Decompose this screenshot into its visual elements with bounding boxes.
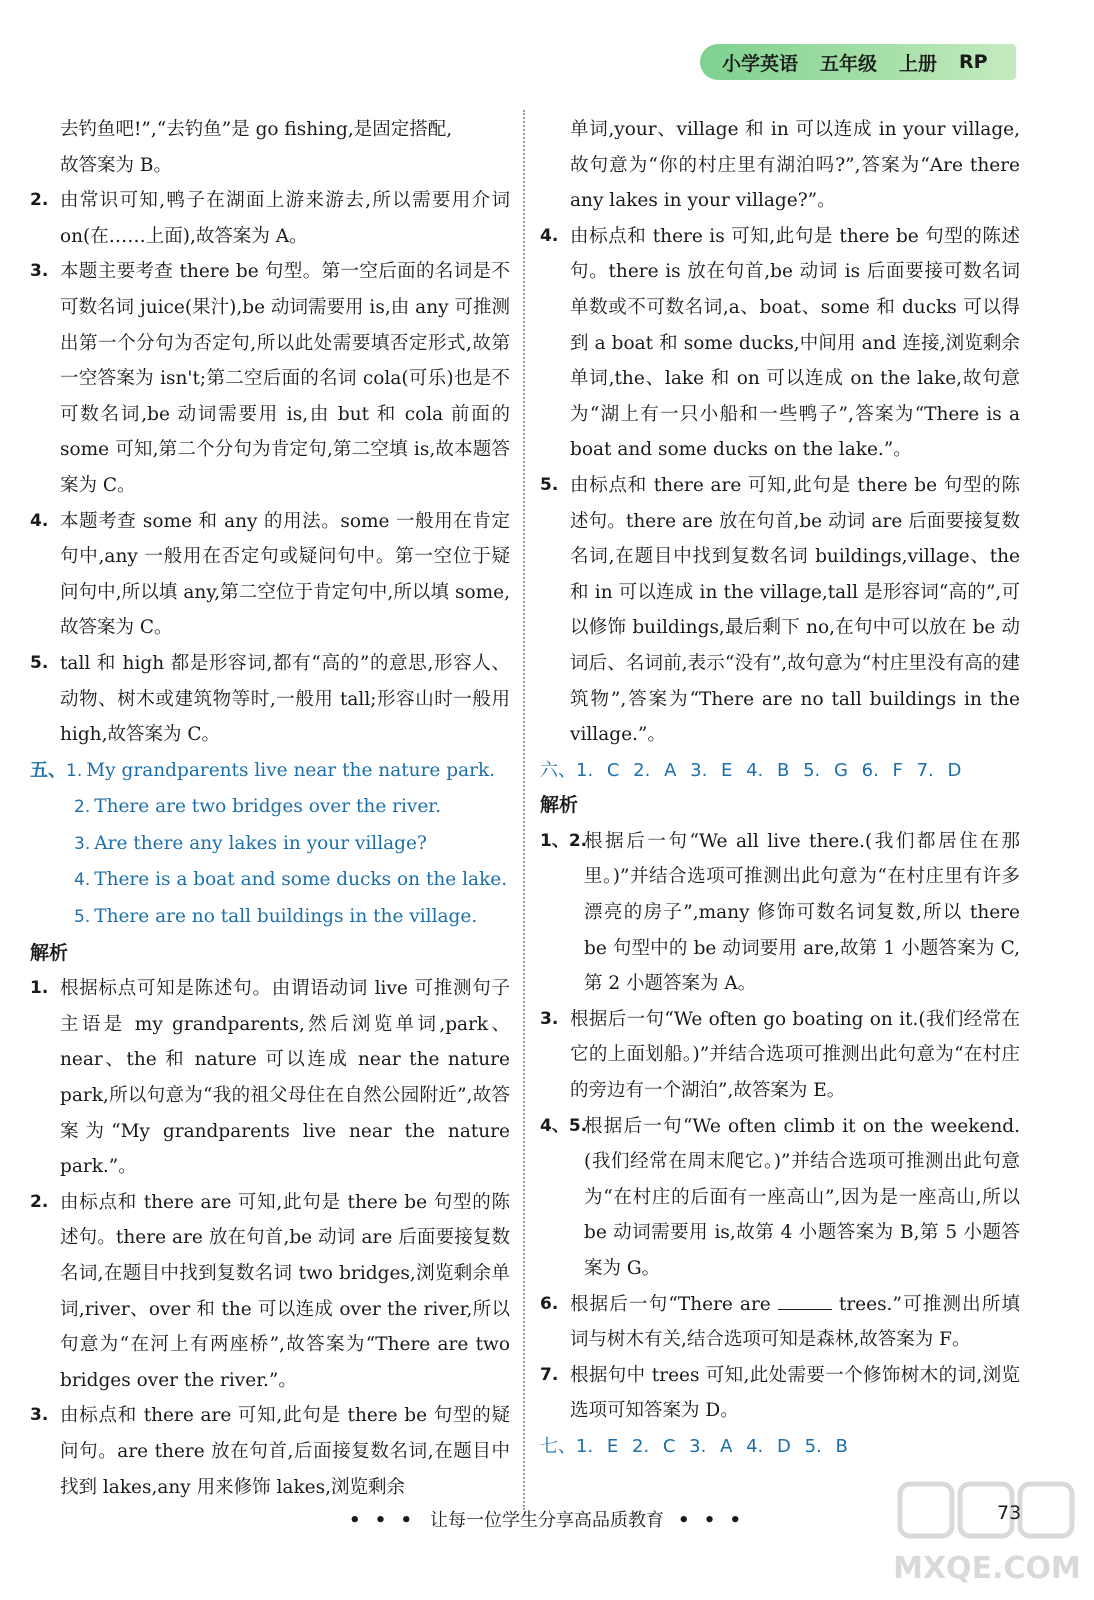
subject-label: 小学英语 xyxy=(722,52,799,75)
item-number: 4、5. xyxy=(540,1115,588,1136)
edition-label: RP xyxy=(959,51,988,73)
item-text: tall 和 high 都是形容词,都有“高的”的意思,形容人、动物、树木或建筑物等时,一般用 tall;形容山时一般用 high,故答案为 C。 xyxy=(60,652,510,746)
item-text: 由标点和 there are 可知,此句是 there be 句型的陈述句。there are 放在句首,be 动词 are 后面要接复数名词,在题目中找到复数名词 buildings,village、the 和 in 可以连成 in the village,tall 是形容词“高的”,可以修饰 buildings,最后剩下 no,在句中可以放在 be 动词后、名词前,表示“没有”,故句意为“村庄里没有高的建筑物”,答案为“There are no tall buildings in the village.”。 xyxy=(570,474,1020,746)
explanation-item xyxy=(540,1287,1020,1358)
item-text: 根据后一句“We all live there.(我们都居住在那里。)”并结合选项可推测出此句意为“在村庄里有许多漂亮的房子”,many 修饰可数名词复数,所以 there be 句型中的 be 动词要用 are,故第 1 小题答案为 C,第 2 小题答案为 A。 xyxy=(584,830,1020,995)
left-column xyxy=(30,112,510,1505)
column-divider xyxy=(523,110,525,1510)
item-number: 3. xyxy=(30,261,49,282)
footer-dots-left: • • • xyxy=(348,1510,416,1531)
footer xyxy=(0,1506,1094,1532)
item-number: 3. xyxy=(540,1008,559,1029)
volume-label: 上册 xyxy=(899,52,938,75)
item-text: 根据句中 trees 可知,此处需要一个修饰树木的词,浏览选项可知答案为 D。 xyxy=(570,1364,1020,1422)
page-number: 73 xyxy=(997,1502,1022,1524)
item-number: 2. xyxy=(30,190,49,211)
item-text: 由常识可知,鸭子在湖面上游来游去,所以需要用介词 on(在……上面),故答案为 A。 xyxy=(60,190,510,247)
grade-label: 五年级 xyxy=(820,52,878,75)
answer-number: 2. xyxy=(74,797,91,818)
explanation-item xyxy=(30,1185,510,1399)
item-number: 2. xyxy=(30,1191,49,1212)
explanation-item xyxy=(30,254,510,503)
item-number: 5. xyxy=(30,652,49,673)
header-badge xyxy=(700,44,1016,80)
fill-in-blank xyxy=(778,1295,832,1310)
explanation-item xyxy=(540,468,1020,753)
item-number: 1. xyxy=(30,978,49,999)
item-text: 本题主要考查 there be 句型。第一空后面的名词是不可数名词 juice(果汁),be 动词需要用 is,由 any 可推测出第一个分句为否定句,所以此处需要填否定形式,故第一空答案为 isn't;第二空后面的名词 cola(可乐)也是不可数名词,be 动词需要用 is,由 but 和 cola 前面的 some 可知,第二个分句为肯定句,第二空填 is,故本题答案为 C。 xyxy=(60,261,510,496)
section-five-heading: 五、 xyxy=(30,759,66,781)
explanation-item xyxy=(30,504,510,646)
answer-number: 4. xyxy=(74,870,91,891)
answer-text: My grandparents live near the nature park. xyxy=(86,759,496,781)
item-text: 由标点和 there are 可知,此句是 there be 句型的陈述句。there are 放在句首,be 动词 are 后面要接复数名词,在题目中找到复数名词 two bridges,浏览剩余单词,river、over 和 the 可以连成 over the river,所以句意为“在河上有两座桥”,故答案为“There are two bridges over the river.”。 xyxy=(60,1191,510,1391)
section-seven-answers: 七、1. E 2. C 3. A 4. D 5. B xyxy=(540,1435,848,1457)
explanation-item xyxy=(30,183,510,254)
explanation-item xyxy=(30,1398,510,1505)
item-text: 根据后一句“We often climb it on the weekend.(我们经常在周末爬它。)”并结合选项可推测出此句意为“在村庄的后面有一座高山”,因为是一座高山,所以 be 动词需要用 is,故第 4 小题答案为 B,第 5 小题答案为 G。 xyxy=(584,1115,1020,1279)
section-five-answer-2 xyxy=(30,789,510,826)
footer-dots-right: • • • xyxy=(678,1510,746,1531)
explanation-item xyxy=(30,646,510,753)
item-text: 由标点和 there is 可知,此句是 there be 句型的陈述句。there is 放在句首,be 动词 is 后面要接可数名词单数或不可数名词,a、boat、some 和 ducks 可以得到 a boat 和 some ducks,中间用 and 连接,浏览剩余单词,the、lake 和 on 可以连成 on the lake,故句意为“湖上有一只小船和一些鸭子”,答案为“There is a boat and some ducks on the lake.”。 xyxy=(570,225,1020,461)
analysis-heading: 解析 xyxy=(30,941,69,964)
item-number: 4. xyxy=(30,510,49,531)
item-text: 根据后一句“We often go boating on it.(我们经常在它的上面划船。)”并结合选项可推测出此句意为“在村庄的旁边有一个湖泊”,故答案为 E。 xyxy=(570,1008,1020,1102)
item-text: 根据标点可知是陈述句。由谓语动词 live 可推测句子主语是 my grandparents,然后浏览单词,park、near、the 和 nature 可以连成 near the nature park,所以句意为“我的祖父母住在自然公园附近”,故答案为“My grandparents live near the nature park.”。 xyxy=(60,978,510,1178)
watermark-logo-icon xyxy=(892,1478,1082,1594)
section-six-answers: 六、1. C 2. A 3. E 4. B 5. G 6. F 7. D xyxy=(540,759,962,781)
section-five-answer-5 xyxy=(30,899,510,936)
answer-text: There are no tall buildings in the village. xyxy=(94,906,478,928)
item-text-after-blank: trees.”可推测出所填词与树木有关,结合选项可知是森林,故答案为 F。 xyxy=(570,1293,1020,1351)
watermark-text: MXQE.COM xyxy=(893,1551,1081,1586)
item-number: 4. xyxy=(540,225,559,246)
item-text-before-blank: 根据后一句“There are xyxy=(570,1293,778,1315)
explanation-item xyxy=(540,1109,1020,1287)
explanation-item xyxy=(540,1002,1020,1109)
explanation-item xyxy=(30,971,510,1185)
item-number: 7. xyxy=(540,1364,559,1385)
explanation-item xyxy=(540,219,1020,468)
section-five-answer-1 xyxy=(30,753,510,790)
item-text: 本题考查 some 和 any 的用法。some 一般用在肯定句中,any 一般用在否定句或疑问句中。第一空位于疑问句中,所以填 any,第二空位于肯定句中,所以填 some,故答案为 C。 xyxy=(60,510,510,639)
continued-text xyxy=(30,112,510,183)
section-five-answer-3 xyxy=(30,826,510,863)
answer-text: There is a boat and some ducks on the lake. xyxy=(94,869,508,891)
answer-number: 1. xyxy=(66,760,83,781)
item-number: 6. xyxy=(540,1293,559,1314)
continued-line-1: 去钓鱼吧!”,“去钓鱼”是 go fishing,是固定搭配, xyxy=(60,119,453,140)
answer-text: Are there any lakes in your village? xyxy=(94,832,427,854)
answer-text: There are two bridges over the river. xyxy=(94,796,442,818)
footer-slogan: 让每一位学生分享高品质教育 xyxy=(430,1510,664,1531)
answer-number: 3. xyxy=(74,833,91,854)
answer-number: 5. xyxy=(74,907,91,928)
item-number: 5. xyxy=(540,474,559,495)
continued-text: 单词,your、village 和 in 可以连成 in your village,故句意为“你的村庄里有湖泊吗?”,答案为“Are there any lakes in your village?”。 xyxy=(570,119,1020,212)
item-text: 由标点和 there are 可知,此句是 there be 句型的疑问句。are there 放在句首,后面接复数名词,在题目中找到 lakes,any 用来修饰 lakes,浏览剩余 xyxy=(60,1405,510,1498)
analysis-heading: 解析 xyxy=(540,794,579,817)
item-number: 3. xyxy=(30,1405,49,1426)
section-five-answer-4 xyxy=(30,862,510,899)
explanation-item xyxy=(540,1358,1020,1429)
right-column xyxy=(540,112,1020,1465)
item-number: 1、2. xyxy=(540,830,588,851)
continued-line-2: 故答案为 B。 xyxy=(60,154,172,176)
explanation-item xyxy=(540,824,1020,1002)
